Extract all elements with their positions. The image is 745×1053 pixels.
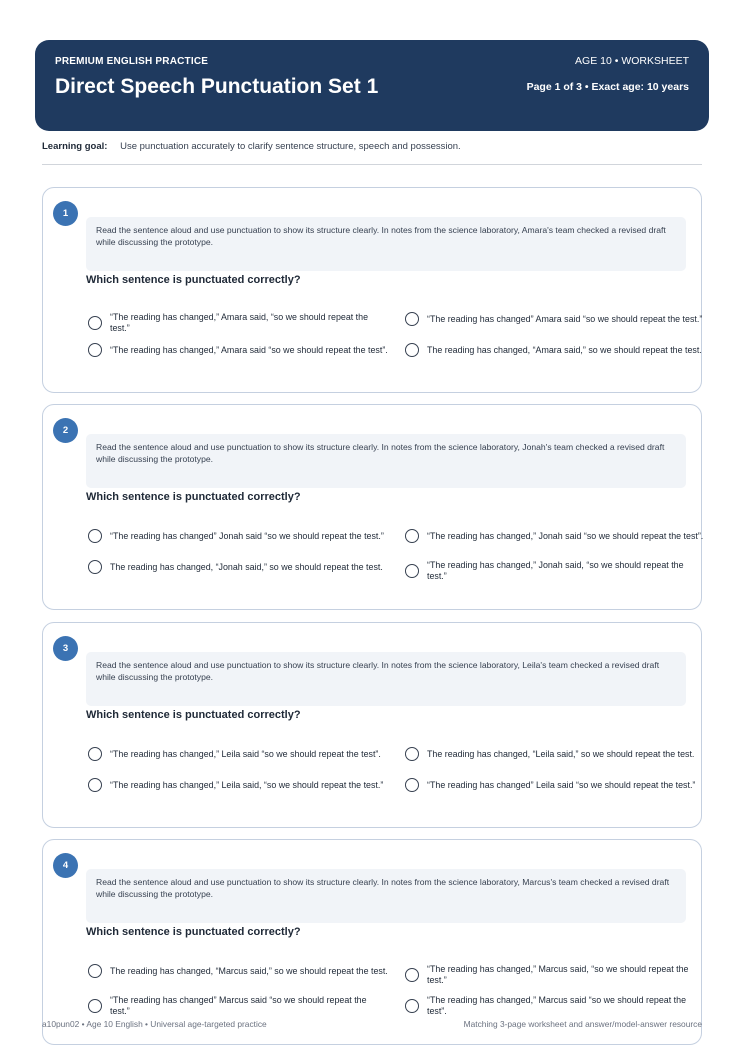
answer-option-c[interactable]	[88, 995, 388, 1016]
footer-left: a10pun02 • Age 10 English • Universal age-targeted practice	[42, 1019, 267, 1029]
answer-option-b[interactable]	[405, 964, 705, 985]
page-title: Direct Speech Punctuation Set 1	[55, 75, 379, 98]
answer-option-d[interactable]	[405, 560, 705, 581]
radio-button[interactable]	[88, 529, 102, 543]
option-text: “The reading has changed” Marcus said “so we should repeat the test.”	[110, 995, 367, 1016]
radio-button[interactable]	[405, 999, 419, 1013]
option-text: The reading has changed, “Leila said,” so we should repeat the test.	[427, 748, 695, 759]
radio-button[interactable]	[88, 316, 102, 330]
answer-option-c[interactable]	[88, 343, 388, 357]
option-text: “The reading has changed,” Leila said, “so we should repeat the test.”	[110, 779, 384, 790]
option-text: The reading has changed, “Jonah said,” so we should repeat the test.	[110, 561, 383, 572]
option-text: “The reading has changed,” Jonah said, “so we should repeat the test.”	[427, 560, 684, 581]
option-text: “The reading has changed” Amara said “so we should repeat the test.”	[427, 313, 703, 324]
answer-option-a[interactable]	[88, 747, 388, 761]
answer-option-a[interactable]	[88, 964, 388, 978]
learning-goal	[42, 141, 461, 152]
question-number-badge: 3	[53, 636, 78, 661]
radio-button[interactable]	[405, 747, 419, 761]
radio-button[interactable]	[405, 343, 419, 357]
age-tag: AGE 10 • WORKSHEET	[575, 55, 689, 67]
page-info: Page 1 of 3 • Exact age: 10 years	[526, 81, 689, 93]
question-number-badge: 1	[53, 201, 78, 226]
radio-button[interactable]	[88, 560, 102, 574]
question-card-1	[42, 187, 702, 393]
learning-goal-label: Learning goal:	[42, 141, 108, 152]
option-text: The reading has changed, “Amara said,” so we should repeat the test.	[427, 344, 702, 355]
radio-button[interactable]	[405, 564, 419, 578]
question-card-2	[42, 404, 702, 610]
radio-button[interactable]	[88, 999, 102, 1013]
answer-option-b[interactable]	[405, 529, 705, 543]
answer-option-d[interactable]	[405, 995, 705, 1016]
radio-button[interactable]	[405, 968, 419, 982]
radio-button[interactable]	[405, 312, 419, 326]
radio-button[interactable]	[405, 778, 419, 792]
answer-option-a[interactable]	[88, 312, 388, 333]
answer-option-d[interactable]	[405, 343, 705, 357]
question-prompt: Which sentence is punctuated correctly?	[86, 274, 301, 286]
question-prompt: Which sentence is punctuated correctly?	[86, 926, 301, 938]
question-context: Read the sentence aloud and use punctuation to show its structure clearly. In notes from the science laboratory, Marcus's team checked a revised draft while discussing the prototype.	[86, 869, 686, 923]
answer-option-b[interactable]	[405, 312, 705, 326]
option-text: “The reading has changed,” Marcus said, “so we should repeat the test.”	[427, 964, 689, 985]
learning-goal-text: Use punctuation accurately to clarify sentence structure, speech and possession.	[120, 141, 461, 152]
option-text: The reading has changed, “Marcus said,” so we should repeat the test.	[110, 965, 388, 976]
option-text: “The reading has changed,” Amara said “so we should repeat the test”.	[110, 344, 388, 355]
question-context: Read the sentence aloud and use punctuation to show its structure clearly. In notes from the science laboratory, Amara's team checked a revised draft while discussing the prototype.	[86, 217, 686, 271]
radio-button[interactable]	[88, 747, 102, 761]
answer-option-d[interactable]	[405, 778, 705, 792]
answer-option-a[interactable]	[88, 529, 388, 543]
question-card-4	[42, 839, 702, 1045]
option-text: “The reading has changed,” Jonah said “so we should repeat the test”.	[427, 530, 704, 541]
option-text: “The reading has changed,” Leila said “so we should repeat the test”.	[110, 748, 381, 759]
answer-option-b[interactable]	[405, 747, 705, 761]
option-text: “The reading has changed” Leila said “so we should repeat the test.”	[427, 779, 696, 790]
worksheet-header	[35, 40, 709, 131]
divider	[42, 164, 702, 165]
question-card-3	[42, 622, 702, 828]
option-text: “The reading has changed,” Marcus said “so we should repeat the test”.	[427, 995, 687, 1016]
footer-right: Matching 3-page worksheet and answer/model-answer resource	[463, 1019, 702, 1029]
option-text: “The reading has changed,” Amara said, “so we should repeat the test.”	[110, 312, 369, 333]
option-text: “The reading has changed” Jonah said “so we should repeat the test.”	[110, 530, 384, 541]
question-prompt: Which sentence is punctuated correctly?	[86, 709, 301, 721]
radio-button[interactable]	[405, 529, 419, 543]
answer-option-c[interactable]	[88, 560, 388, 574]
radio-button[interactable]	[88, 778, 102, 792]
question-prompt: Which sentence is punctuated correctly?	[86, 491, 301, 503]
header-kicker: PREMIUM ENGLISH PRACTICE	[55, 56, 209, 67]
question-context: Read the sentence aloud and use punctuation to show its structure clearly. In notes from the science laboratory, Jonah's team checked a revised draft while discussing the prototype.	[86, 434, 686, 488]
radio-button[interactable]	[88, 343, 102, 357]
answer-option-c[interactable]	[88, 778, 388, 792]
question-context: Read the sentence aloud and use punctuation to show its structure clearly. In notes from the science laboratory, Leila's team checked a revised draft while discussing the prototype.	[86, 652, 686, 706]
question-number-badge: 2	[53, 418, 78, 443]
radio-button[interactable]	[88, 964, 102, 978]
question-number-badge: 4	[53, 853, 78, 878]
